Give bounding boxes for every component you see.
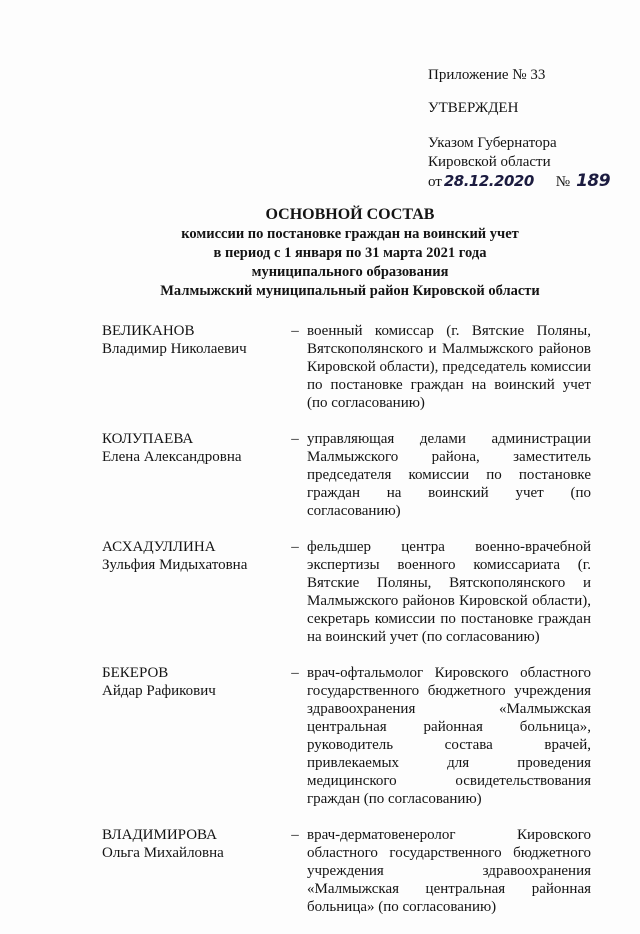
- member-role: фельдшер центра военно-врачебной экспертизы военного комиссариата (г. Вятские Поляны, Вятскополянского и Малмыжского районов Кировской области), секретарь комиссии по постановке граждан на воинский учет (по согласованию): [307, 539, 591, 645]
- dash-separator: –: [291, 827, 299, 843]
- member-name: [102, 322, 283, 412]
- member-role: врач-дерматовенеролог Кировского областного государственного бюджетного учреждения здравоохранения «Малмыжская центральная районная больница» (по согласованию): [307, 827, 591, 915]
- heading-line-2: комиссии по постановке граждан на воинский учет: [181, 226, 519, 242]
- member-surname: ВЛАДИМИРОВА: [102, 827, 217, 843]
- member-role: врач-офтальмолог Кировского областного государственного бюджетного учреждения здравоохранения «Малмыжская центральная районная больница», руководитель состава врачей, привлекаемых для проведения медицинского освидетельствования граждан (по согласованию): [307, 665, 591, 807]
- member-entry: [102, 322, 592, 412]
- member-name: [102, 430, 283, 520]
- member-given-name: Зульфия Мидыхатовна: [102, 557, 248, 573]
- decree-line-1: Указом Губернатора: [428, 135, 557, 151]
- members-list: [102, 322, 592, 934]
- heading-line-5: Малмыжский муниципальный район Кировской области: [160, 283, 540, 299]
- date-prefix: от: [428, 174, 442, 190]
- decree-block: [428, 134, 610, 192]
- heading-title: ОСНОВНОЙ СОСТАВ: [265, 206, 435, 223]
- member-given-name: Владимир Николаевич: [102, 341, 247, 357]
- annex-number: Приложение № 33: [428, 67, 546, 83]
- dash-separator: –: [291, 665, 299, 681]
- decree-line-2: Кировской области: [428, 154, 551, 170]
- dash-separator: –: [291, 323, 299, 339]
- member-role: управляющая делами администрации Малмыжского района, заместитель председателя комиссии по постановке граждан на воинский учет (по согласованию): [307, 431, 591, 519]
- member-given-name: Ольга Михайловна: [102, 845, 224, 861]
- member-surname: АСХАДУЛЛИНА: [102, 539, 216, 555]
- member-entry: [102, 664, 592, 808]
- member-surname: ВЕЛИКАНОВ: [102, 323, 195, 339]
- member-entry: [102, 826, 592, 916]
- member-surname: КОЛУПАЕВА: [102, 431, 194, 447]
- dash-separator: –: [291, 539, 299, 555]
- approved-label: УТВЕРЖДЕН: [428, 100, 519, 116]
- member-given-name: Айдар Рафикович: [102, 683, 216, 699]
- number-label: №: [555, 174, 571, 190]
- member-surname: БЕКЕРОВ: [102, 665, 169, 681]
- member-entry: [102, 430, 592, 520]
- dash-separator: –: [291, 431, 299, 447]
- member-name: [102, 538, 283, 646]
- member-name: [102, 826, 283, 916]
- handwritten-number: 189: [576, 171, 611, 191]
- member-given-name: Елена Александровна: [102, 449, 242, 465]
- member-name: [102, 664, 283, 808]
- document-heading: [100, 205, 600, 301]
- member-entry: [102, 538, 592, 646]
- decree-date-line: [428, 172, 610, 192]
- heading-line-4: муниципального образования: [251, 264, 449, 280]
- handwritten-date: 28.12.2020: [443, 172, 534, 190]
- member-role: военный комиссар (г. Вятские Поляны, Вятскополянского и Малмыжского районов Кировской области), председатель комиссии по постановке граждан на воинский учет (по согласованию): [307, 323, 591, 411]
- heading-line-3: в период с 1 января по 31 марта 2021 года: [213, 245, 487, 261]
